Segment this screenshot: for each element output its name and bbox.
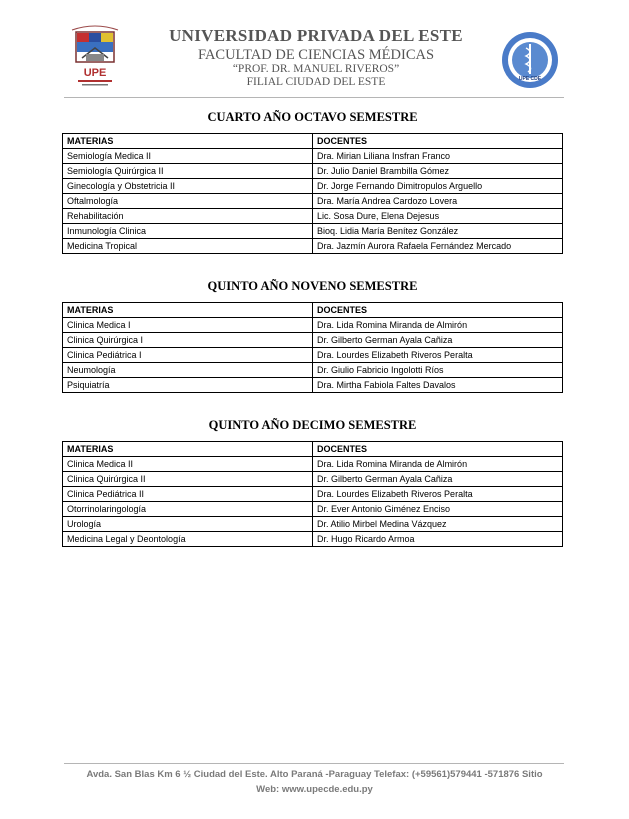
table-row bbox=[63, 348, 563, 363]
table-header-row bbox=[63, 134, 563, 149]
subject-cell: Otorrinolaringología bbox=[63, 502, 313, 517]
subject-cell: Rehabilitación bbox=[63, 209, 313, 224]
courses-table-cuarto-octavo bbox=[62, 133, 563, 254]
subject-cell: Clinica Pediátrica I bbox=[63, 348, 313, 363]
subject-cell: Semiología Medica II bbox=[63, 149, 313, 164]
table-row bbox=[63, 363, 563, 378]
logo-left-text: UPE bbox=[83, 67, 107, 79]
table-row bbox=[63, 164, 563, 179]
teacher-cell: Dra. Lida Romina Miranda de Almirón bbox=[313, 457, 563, 472]
teacher-cell: Dr. Jorge Fernando Dimitropulos Arguello bbox=[313, 179, 563, 194]
table-header-row bbox=[63, 442, 563, 457]
teacher-cell: Dra. Mirtha Fabiola Faltes Davalos bbox=[313, 378, 563, 393]
column-header-docentes: DOCENTES bbox=[313, 442, 563, 457]
teacher-cell: Dra. Lida Romina Miranda de Almirón bbox=[313, 318, 563, 333]
teacher-cell: Dr. Gilberto German Ayala Cañiza bbox=[313, 472, 563, 487]
table-row bbox=[63, 333, 563, 348]
teacher-cell: Dra. Lourdes Elizabeth Riveros Peralta bbox=[313, 487, 563, 502]
table-row bbox=[63, 487, 563, 502]
teacher-cell: Dr. Ever Antonio Giménez Enciso bbox=[313, 502, 563, 517]
teacher-cell: Bioq. Lidia María Benítez González bbox=[313, 224, 563, 239]
table-header-row bbox=[63, 303, 563, 318]
column-header-docentes: DOCENTES bbox=[313, 134, 563, 149]
table-row bbox=[63, 239, 563, 254]
table-row bbox=[63, 378, 563, 393]
teacher-cell: Lic. Sosa Dure, Elena Dejesus bbox=[313, 209, 563, 224]
subject-cell: Clinica Pediátrica II bbox=[63, 487, 313, 502]
teacher-cell: Dra. Lourdes Elizabeth Riveros Peralta bbox=[313, 348, 563, 363]
table-row bbox=[63, 502, 563, 517]
section-title-cuarto-octavo: CUARTO AÑO OCTAVO SEMESTRE bbox=[207, 110, 418, 124]
subject-cell: Clinica Quirúrgica I bbox=[63, 333, 313, 348]
table-row bbox=[63, 472, 563, 487]
subject-cell: Medicina Legal y Deontología bbox=[63, 532, 313, 547]
subject-cell: Medicina Tropical bbox=[63, 239, 313, 254]
teacher-cell: Dra. María Andrea Cardozo Lovera bbox=[313, 194, 563, 209]
table-row bbox=[63, 318, 563, 333]
teacher-cell: Dr. Julio Daniel Brambilla Gómez bbox=[313, 164, 563, 179]
teacher-cell: Dra. Mirian Liliana Insfran Franco bbox=[313, 149, 563, 164]
university-name: UNIVERSIDAD PRIVADA DEL ESTE bbox=[169, 26, 463, 45]
table-row bbox=[63, 457, 563, 472]
column-header-materias: MATERIAS bbox=[63, 303, 313, 318]
table-row bbox=[63, 209, 563, 224]
table-row bbox=[63, 149, 563, 164]
header-text-block bbox=[140, 26, 492, 89]
teacher-cell: Dr. Giulio Fabricio Ingolotti Ríos bbox=[313, 363, 563, 378]
column-header-docentes: DOCENTES bbox=[313, 303, 563, 318]
courses-table-quinto-noveno bbox=[62, 302, 563, 393]
medicine-faculty-seal-logo bbox=[500, 30, 560, 90]
section-title-quinto-noveno: QUINTO AÑO NOVENO SEMESTRE bbox=[207, 279, 418, 293]
branch-name: FILIAL CIUDAD DEL ESTE bbox=[246, 76, 386, 88]
subject-cell: Clinica Medica I bbox=[63, 318, 313, 333]
subject-cell: Clinica Quirúrgica II bbox=[63, 472, 313, 487]
section-title-quinto-decimo: QUINTO AÑO DECIMO SEMESTRE bbox=[208, 418, 417, 432]
teacher-cell: Dra. Jazmín Aurora Rafaela Fernández Mercado bbox=[313, 239, 563, 254]
subject-cell: Neumología bbox=[63, 363, 313, 378]
subject-cell: Oftalmología bbox=[63, 194, 313, 209]
subject-cell: Psiquiatría bbox=[63, 378, 313, 393]
subject-cell: Urología bbox=[63, 517, 313, 532]
footer-website: Web: www.upecde.edu.py bbox=[256, 784, 373, 795]
footer-divider bbox=[64, 763, 564, 764]
university-crest-logo bbox=[64, 24, 126, 92]
faculty-name: FACULTAD DE CIENCIAS MÉDICAS bbox=[197, 47, 435, 63]
column-header-materias: MATERIAS bbox=[63, 442, 313, 457]
subject-cell: Ginecología y Obstetricia II bbox=[63, 179, 313, 194]
courses-table-quinto-decimo bbox=[62, 441, 563, 547]
subject-cell: Inmunología Clinica bbox=[63, 224, 313, 239]
page-footer bbox=[40, 767, 589, 797]
teacher-cell: Dr. Hugo Ricardo Armoa bbox=[313, 532, 563, 547]
teacher-cell: Dr. Atilio Mirbel Medina Vázquez bbox=[313, 517, 563, 532]
table-row bbox=[63, 179, 563, 194]
column-header-materias: MATERIAS bbox=[63, 134, 313, 149]
subject-cell: Clinica Medica II bbox=[63, 457, 313, 472]
footer-address: Avda. San Blas Km 6 ½ Ciudad del Este. Alto Paraná -Paraguay Telefax: (+59561)579441 -571876 Sitio bbox=[86, 769, 543, 780]
teacher-cell: Dr. Gilberto German Ayala Cañiza bbox=[313, 333, 563, 348]
table-row bbox=[63, 532, 563, 547]
professor-name: “PROF. DR. MANUEL RIVEROS” bbox=[232, 63, 400, 75]
table-row bbox=[63, 224, 563, 239]
page-header bbox=[0, 0, 629, 100]
header-divider bbox=[64, 97, 564, 98]
logo-right-text: UPE CDE bbox=[518, 76, 542, 82]
table-row bbox=[63, 517, 563, 532]
table-row bbox=[63, 194, 563, 209]
subject-cell: Semiología Quirúrgica II bbox=[63, 164, 313, 179]
